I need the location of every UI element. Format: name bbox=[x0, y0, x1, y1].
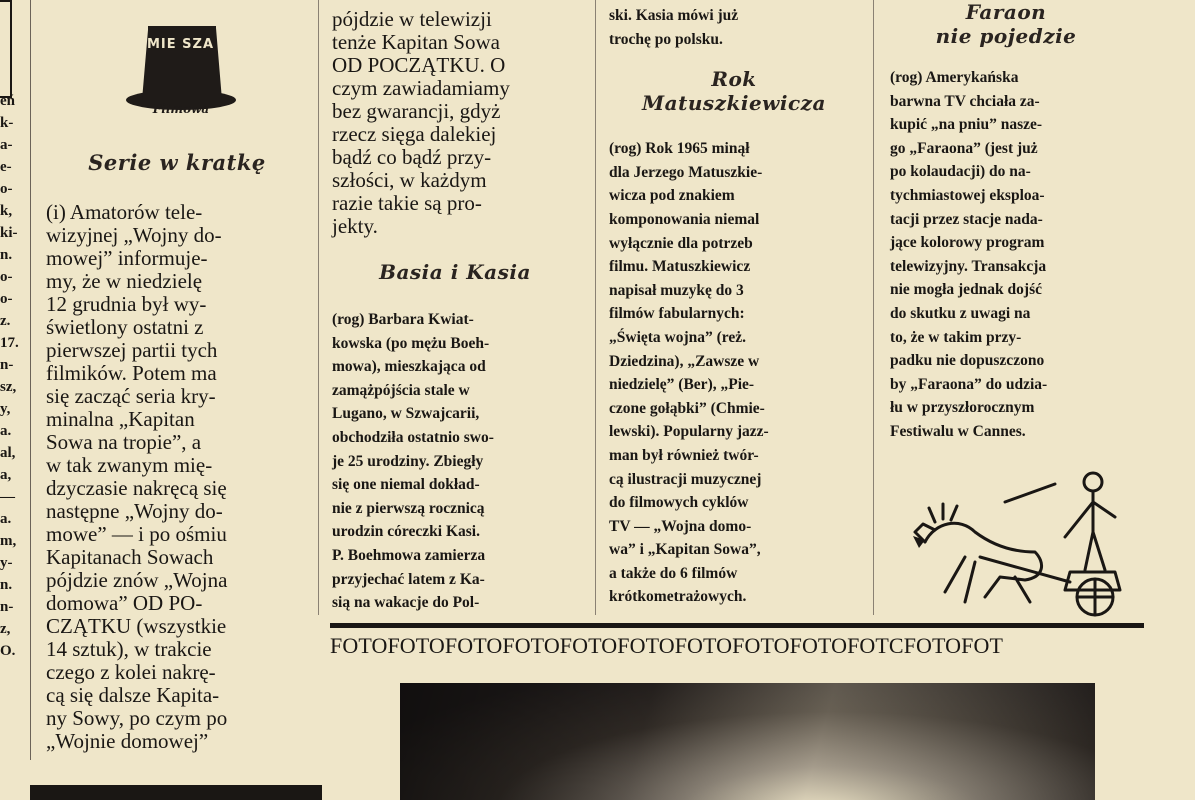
text-line: y, bbox=[0, 401, 11, 417]
column-basia bbox=[332, 0, 578, 615]
text-line: łu w przyszłorocznym bbox=[890, 399, 1035, 417]
text-line: przyjechać latem z Ka- bbox=[332, 570, 485, 588]
title-line: Matuszkiewicza bbox=[642, 91, 826, 116]
column-serie bbox=[46, 0, 308, 753]
text-line: domowa” OD PO- bbox=[46, 591, 203, 615]
text-line: ski. Kasia mówi już bbox=[609, 7, 739, 24]
column-divider bbox=[873, 0, 874, 615]
column-faraon bbox=[890, 0, 1122, 444]
text-line: tychmiastowej eksploa- bbox=[890, 186, 1045, 204]
text-line: sz, bbox=[0, 379, 17, 395]
text-line: telewizyjny. Transakcja bbox=[890, 257, 1047, 275]
logo-caption: Filmowa bbox=[152, 102, 210, 116]
cut-off-column-fragments bbox=[0, 90, 28, 662]
text-line: nie z pierwszą rocznicą bbox=[332, 499, 485, 517]
text-line: „Wojnie domowej” bbox=[46, 729, 209, 753]
text-line: bądź co bądź przy- bbox=[332, 145, 492, 169]
text-line: jące kolorowy program bbox=[890, 234, 1045, 252]
bottom-black-bar bbox=[30, 785, 322, 800]
text-line: wizyjnej „Wojny do- bbox=[46, 223, 222, 247]
text-line: P. Boehmowa zamierza bbox=[332, 546, 486, 564]
article-body-basia bbox=[332, 308, 578, 615]
text-line: 17. bbox=[0, 335, 19, 351]
text-line: minalna „Kapitan bbox=[46, 407, 195, 431]
column-divider bbox=[595, 0, 596, 615]
text-line: OD POCZĄTKU. O bbox=[332, 53, 506, 77]
text-line: następne „Wojny do- bbox=[46, 499, 223, 523]
text-line: O. bbox=[0, 643, 16, 659]
text-line: to, że w takim przy- bbox=[890, 328, 1022, 346]
text-line: cą się dalsze Kapita- bbox=[46, 683, 220, 707]
text-line: napisał muzykę do 3 bbox=[609, 281, 744, 299]
article-body-serie-continued bbox=[332, 8, 578, 238]
text-line: a. bbox=[0, 511, 12, 527]
foto-banner-rule bbox=[330, 623, 1144, 628]
text-line: a także do 6 filmów bbox=[609, 564, 738, 582]
text-line: zamążpójścia stale w bbox=[332, 381, 470, 399]
text-line: pójdzie znów „Wojna bbox=[46, 568, 228, 592]
text-line: filmu. Matuszkiewicz bbox=[609, 258, 751, 276]
text-line: TV — „Wojna domo- bbox=[609, 517, 752, 535]
mieszana-filmowa-logo bbox=[46, 0, 308, 125]
text-line: pierwszej partii tych bbox=[46, 338, 218, 362]
text-line: wa” i „Kapitan Sowa”, bbox=[609, 541, 761, 559]
text-line: świetlony ostatni z bbox=[46, 315, 204, 339]
text-line: w tak zwanym mię- bbox=[46, 453, 213, 477]
column-rok bbox=[609, 0, 859, 609]
article-body-rok bbox=[609, 137, 859, 609]
text-line: (rog) Barbara Kwiat- bbox=[332, 311, 474, 328]
column-divider bbox=[318, 0, 319, 615]
article-body-basia-continued bbox=[609, 4, 859, 51]
text-line: sią na wakacje do Pol- bbox=[332, 594, 480, 612]
text-line: wyłącznie dla potrzeb bbox=[609, 234, 753, 252]
text-line: do filmowych cyklów bbox=[609, 494, 749, 512]
text-line: się one niemal dokład- bbox=[332, 476, 480, 494]
text-line: kupić „na pniu” nasze- bbox=[890, 116, 1043, 134]
text-line: filmów fabularnych: bbox=[609, 305, 745, 323]
text-line: y- bbox=[0, 555, 13, 571]
text-line: rzecz sięga dalekiej bbox=[332, 122, 497, 146]
text-line: Festiwalu w Cannes. bbox=[890, 422, 1026, 440]
text-line: e- bbox=[0, 159, 12, 175]
text-line: (rog) Rok 1965 minął bbox=[609, 140, 750, 158]
text-line: o- bbox=[0, 181, 13, 197]
cut-off-box bbox=[0, 0, 12, 98]
text-line: po kolaudacji) do na- bbox=[890, 163, 1031, 181]
text-line: czone gołąbki” (Chmie- bbox=[609, 399, 765, 417]
text-line: k, bbox=[0, 203, 13, 219]
text-line: wicza pod znakiem bbox=[609, 187, 735, 205]
text-line: z. bbox=[0, 313, 11, 329]
text-line: man był również twór- bbox=[609, 446, 759, 464]
portrait-photo bbox=[400, 683, 1095, 800]
article-body-serie bbox=[46, 201, 308, 753]
text-line: szłości, w każdym bbox=[332, 168, 487, 192]
text-line: cą ilustracji muzycznej bbox=[609, 470, 762, 488]
text-line: o- bbox=[0, 269, 13, 285]
text-line: mowej” informuje- bbox=[46, 246, 208, 270]
photo-shading bbox=[400, 683, 1095, 800]
text-line: barwna TV chciała za- bbox=[890, 92, 1040, 110]
text-line: — bbox=[0, 489, 15, 505]
text-line: ki- bbox=[0, 225, 18, 241]
text-line: 14 sztuk), w trakcie bbox=[46, 637, 212, 661]
chariot-illustration bbox=[905, 462, 1145, 622]
text-line: m, bbox=[0, 533, 17, 549]
foto-strip: FOTOFOTOFOTOFOTOFOTOFOTOFOTOFOTOFOTOFOTCFOTOFOT bbox=[330, 633, 1004, 658]
text-line: tacji przez stacje nada- bbox=[890, 210, 1043, 228]
text-line: urodzin córeczki Kasi. bbox=[332, 523, 480, 541]
article-title-serie: Serie w kratkę bbox=[88, 150, 266, 175]
text-line: al, bbox=[0, 445, 16, 461]
text-line: n. bbox=[0, 247, 13, 263]
text-line: my, że w niedzielę bbox=[46, 269, 203, 293]
text-line: o- bbox=[0, 291, 13, 307]
text-line: trochę po polsku. bbox=[609, 30, 723, 48]
text-line: niedzielę” (Ber), „Pie- bbox=[609, 376, 755, 394]
text-line: tenże Kapitan Sowa bbox=[332, 30, 500, 54]
title-line: Faraon bbox=[965, 0, 1047, 24]
text-line: eń bbox=[0, 93, 15, 109]
text-line: czego z kolei nakrę- bbox=[46, 660, 216, 684]
text-line: razie takie są pro- bbox=[332, 191, 482, 215]
text-line: kowska (po mężu Boeh- bbox=[332, 334, 490, 352]
text-line: Sowa na tropie”, a bbox=[46, 430, 202, 454]
text-line: krótkometrażowych. bbox=[609, 588, 747, 606]
text-line: je 25 urodziny. Zbiegły bbox=[332, 452, 484, 470]
text-line: CZĄTKU (wszystkie bbox=[46, 614, 227, 638]
article-body-faraon bbox=[890, 66, 1122, 444]
text-line: padku nie dopuszczono bbox=[890, 352, 1045, 370]
text-line: filmików. Potem ma bbox=[46, 361, 217, 385]
column-divider bbox=[30, 0, 31, 760]
text-line: dla Jerzego Matuszkie- bbox=[609, 163, 763, 181]
text-line: jekty. bbox=[332, 214, 378, 238]
text-line: komponowania niemal bbox=[609, 210, 760, 228]
text-line: do skutku z uwagi na bbox=[890, 304, 1031, 322]
text-line: mowa), mieszkająca od bbox=[332, 358, 486, 376]
text-line: 12 grudnia był wy- bbox=[46, 292, 207, 316]
text-line: ny Sowy, po czym po bbox=[46, 706, 228, 730]
text-line: go „Faraona” (jest już bbox=[890, 139, 1038, 157]
text-line: a- bbox=[0, 137, 13, 153]
text-line: n- bbox=[0, 599, 14, 615]
text-line: Lugano, w Szwajcarii, bbox=[332, 405, 480, 423]
text-line: k- bbox=[0, 115, 14, 131]
text-line: się zacząć seria kry- bbox=[46, 384, 216, 408]
text-line: dzyczasie nakręcą się bbox=[46, 476, 227, 500]
text-line: (i) Amatorów tele- bbox=[46, 200, 203, 224]
article-title-rok bbox=[609, 67, 859, 115]
text-line: nie mogła jednak dojść bbox=[890, 281, 1042, 299]
text-line: n- bbox=[0, 357, 14, 373]
text-line: obchodziła ostatnio swo- bbox=[332, 428, 494, 446]
logo-text: MIE SZA NA bbox=[147, 37, 243, 52]
text-line: Dziedzina), „Zawsze w bbox=[609, 352, 760, 370]
article-title-faraon bbox=[890, 0, 1122, 48]
text-line: a, bbox=[0, 467, 12, 483]
text-line: „Święta wojna” (reż. bbox=[609, 328, 747, 346]
text-line: lewski). Popularny jazz- bbox=[609, 423, 769, 441]
title-line: Rok bbox=[711, 67, 757, 92]
text-line: n. bbox=[0, 577, 13, 593]
text-line: Kapitanach Sowach bbox=[46, 545, 214, 569]
text-line: a. bbox=[0, 423, 12, 439]
article-title-basia: Basia i Kasia bbox=[379, 260, 531, 284]
text-line: czym zawiadamiamy bbox=[332, 76, 510, 100]
text-line: mowe” — i po ośmiu bbox=[46, 522, 227, 546]
text-line: z, bbox=[0, 621, 11, 637]
text-line: bez gwarancji, gdyż bbox=[332, 99, 501, 123]
text-line: (rog) Amerykańska bbox=[890, 69, 1019, 86]
text-line: pójdzie w telewizji bbox=[332, 7, 492, 31]
title-line: nie pojedzie bbox=[935, 24, 1077, 48]
text-line: by „Faraona” do udzia- bbox=[890, 375, 1048, 393]
